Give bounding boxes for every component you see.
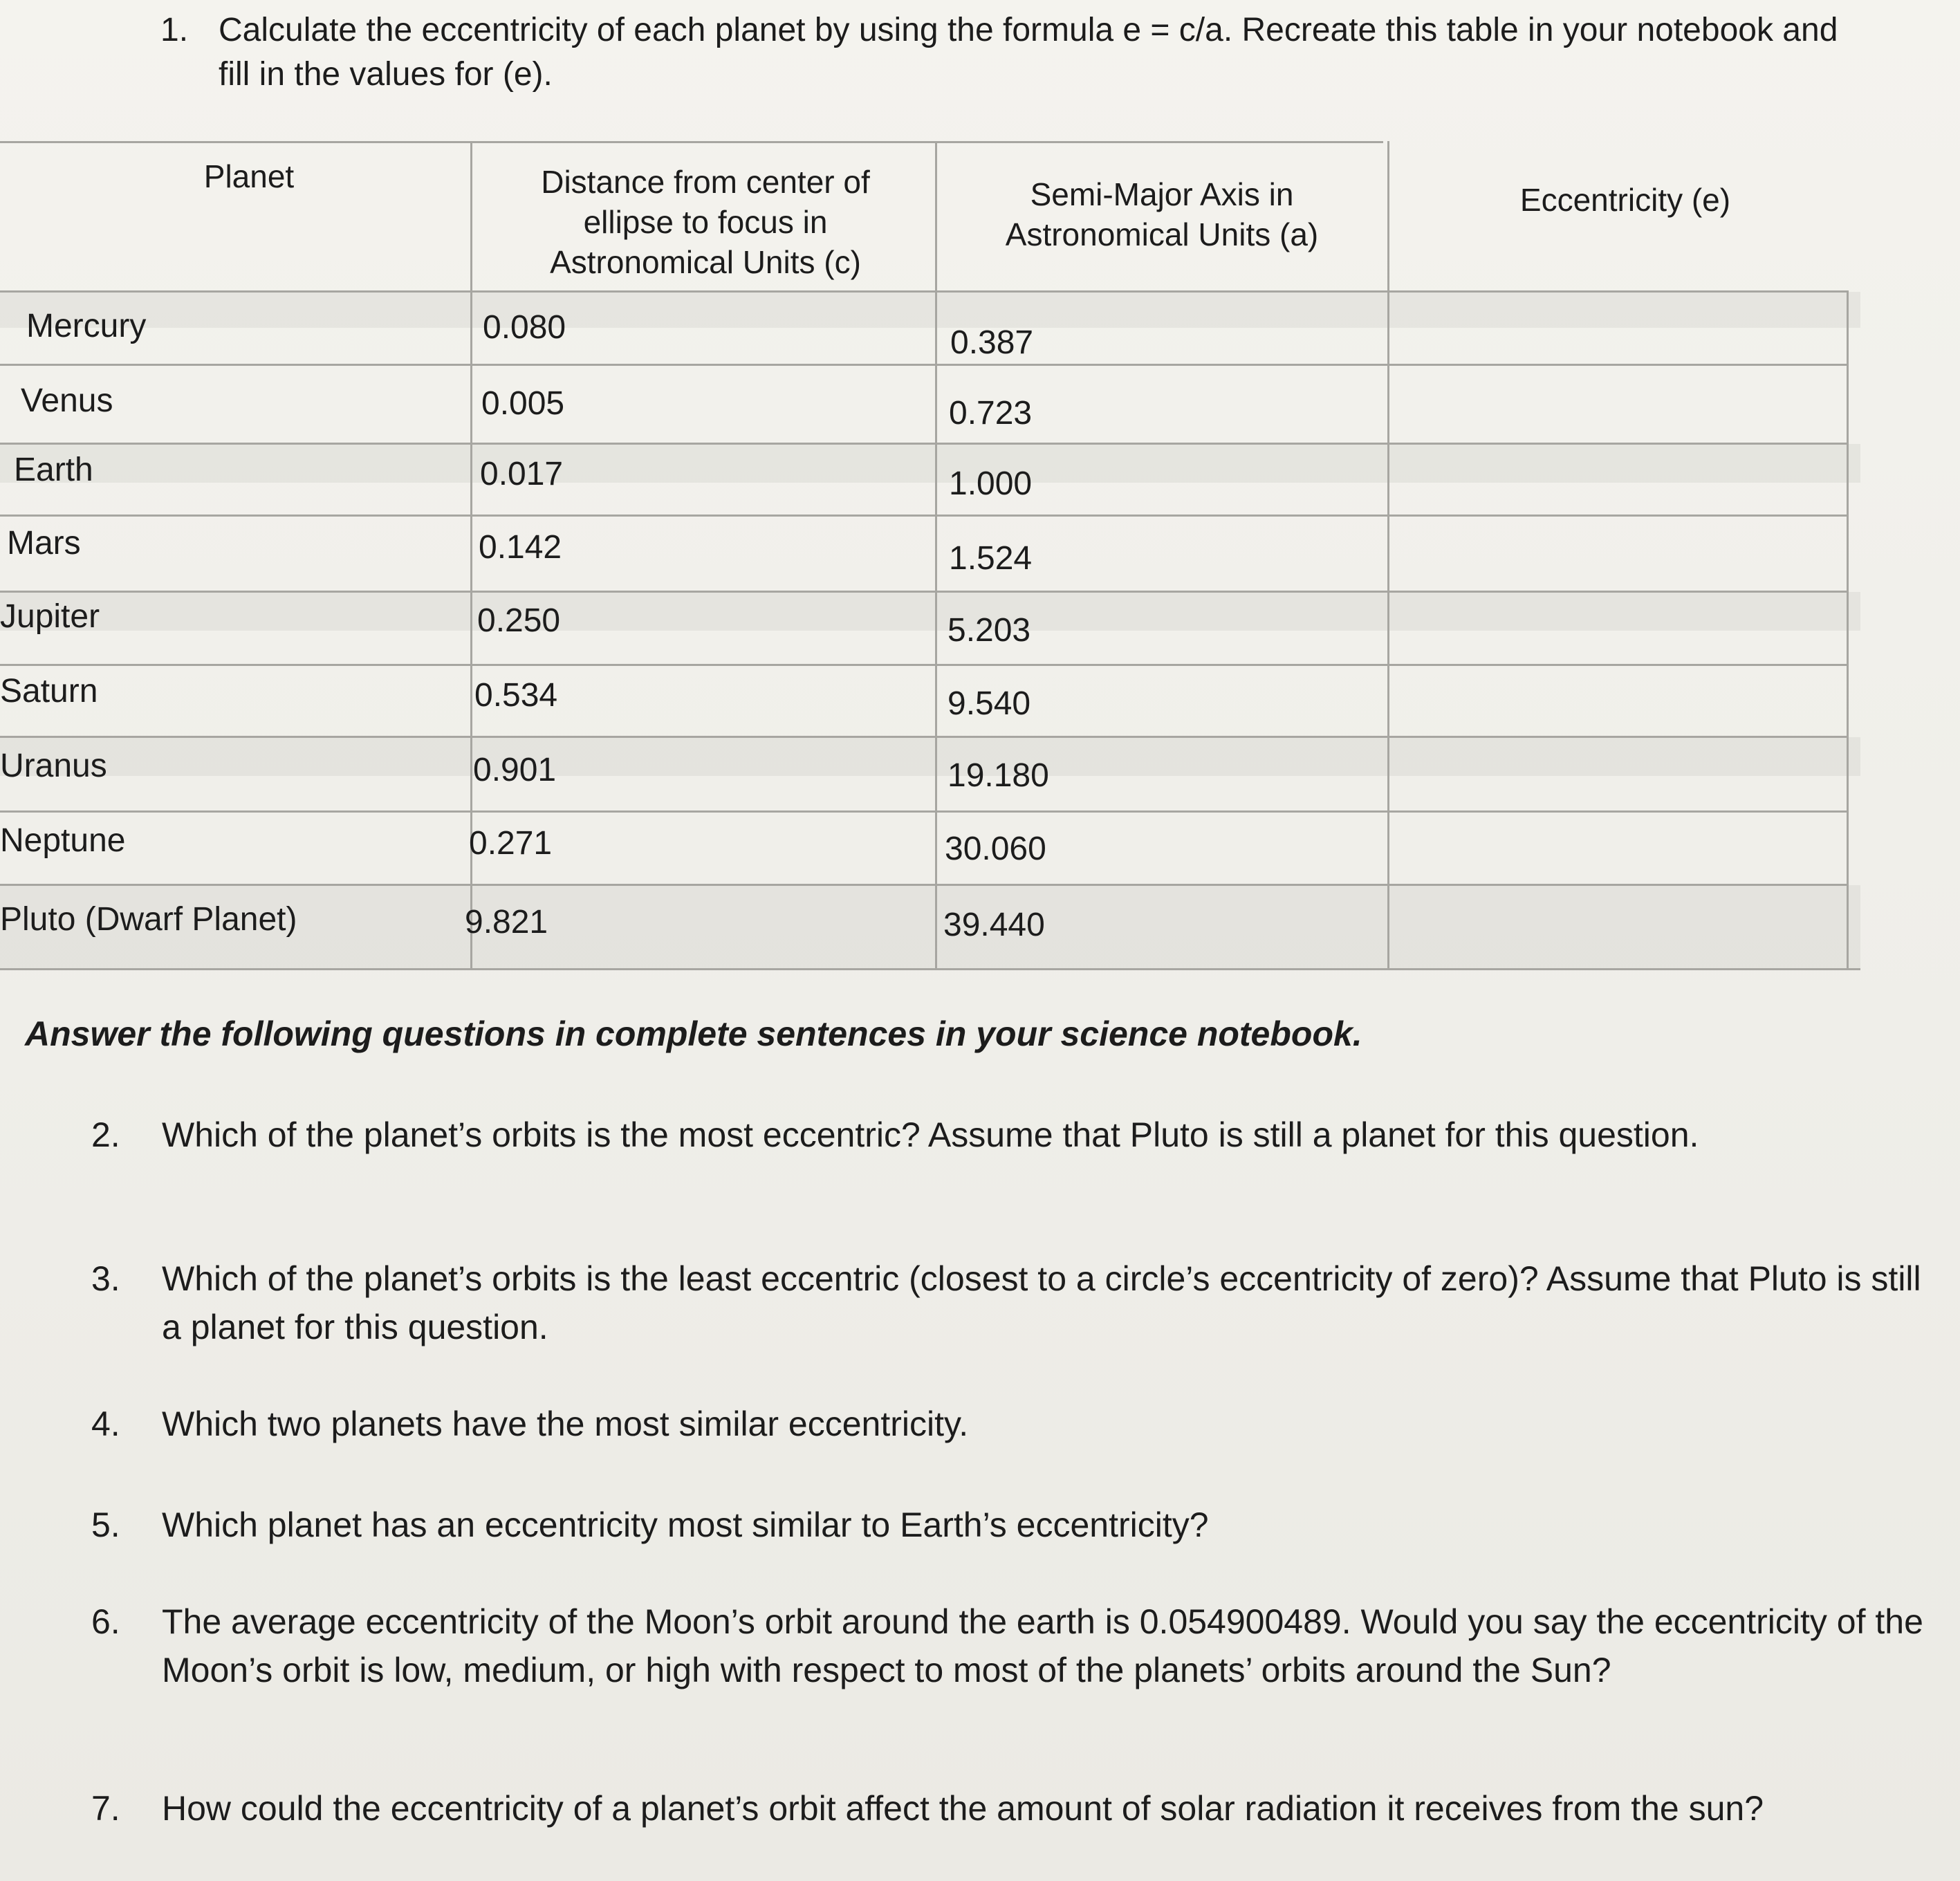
question-7 [91, 1784, 1931, 1833]
row-divider [0, 443, 1847, 445]
question-text: How could the eccentricity of a planet’s orbit affect the amount of solar radiation it receives from the sun? [162, 1789, 1764, 1828]
question-text: Which of the planet’s orbits is the most eccentric? Assume that Pluto is still a planet for this question. [162, 1115, 1699, 1154]
semi-major-value: 19.180 [947, 757, 1049, 794]
question-number: 7. [91, 1789, 120, 1828]
row-divider [0, 515, 1847, 517]
distance-value: 0.017 [480, 456, 564, 492]
semi-major-value: 5.203 [947, 612, 1031, 649]
semi-major-value: 9.540 [947, 685, 1031, 722]
row-divider [0, 364, 1847, 366]
row-divider [0, 810, 1847, 813]
row-divider [0, 290, 1847, 293]
row-divider [0, 884, 1847, 886]
question-text: The average eccentricity of the Moon’s orbit around the earth is 0.054900489. Would you say the eccentricity of the Moon’s orbit is low, medium, or high with respect to most of the planets’ orbits around the Sun? [162, 1602, 1923, 1689]
semi-major-value: 1.524 [949, 540, 1033, 577]
header-distance: Distance from center of ellipse to focus in Astronomical Units (c) [541, 164, 870, 280]
planet-name: Mercury [26, 308, 147, 344]
row-divider [0, 664, 1847, 666]
question-5 [91, 1501, 1931, 1549]
column-divider [935, 141, 937, 968]
semi-major-value: 0.387 [950, 324, 1034, 361]
distance-value: 0.005 [481, 385, 565, 422]
semi-major-value: 39.440 [943, 907, 1045, 943]
semi-major-value: 0.723 [949, 395, 1033, 432]
table-top-border [0, 141, 1383, 143]
planet-name: Saturn [0, 673, 98, 710]
row-shade [0, 444, 1860, 483]
question-number: 4. [91, 1405, 120, 1443]
planet-name: Neptune [0, 822, 126, 859]
semi-major-value: 30.060 [945, 831, 1046, 867]
row-divider [0, 736, 1847, 738]
distance-value: 0.142 [479, 529, 562, 566]
planet-name: Pluto (Dwarf Planet) [0, 901, 297, 938]
header-eccentricity: Eccentricity (e) [1519, 182, 1731, 218]
table-bottom-border [0, 968, 1860, 970]
planet-name: Jupiter [0, 598, 100, 635]
header-semi-major-axis: Semi-Major Axis in Astronomical Units (a) [1005, 176, 1319, 252]
distance-value: 0.534 [474, 677, 558, 714]
distance-value: 0.080 [483, 309, 566, 346]
planet-name: Mars [7, 525, 81, 562]
question-6 [91, 1597, 1931, 1694]
question-text: Which two planets have the most similar eccentricity. [162, 1405, 969, 1443]
question-number: 5. [91, 1505, 120, 1544]
question-text: Which of the planet’s orbits is the least eccentric (closest to a circle’s eccentricity of zero)? Assume that Pluto is still a planet for this question. [162, 1259, 1921, 1346]
question-number: 2. [91, 1115, 120, 1154]
row-shade [0, 737, 1860, 776]
eccentricity-table [0, 141, 1860, 971]
question-text: Calculate the eccentricity of each planet by using the formula e = c/a. Recreate this table in your notebook and fill in the values for (e). [219, 12, 1838, 93]
instructions: Answer the following questions in complete sentences in your science notebook. [25, 1014, 1362, 1053]
distance-value: 0.250 [477, 602, 561, 639]
row-divider [0, 591, 1847, 593]
question-text: Which planet has an eccentricity most similar to Earth’s eccentricity? [162, 1505, 1209, 1544]
distance-value: 0.901 [473, 752, 557, 788]
row-shade [0, 592, 1860, 631]
column-divider [1387, 141, 1389, 968]
header-planet: Planet [203, 158, 295, 194]
planet-name: Uranus [0, 748, 107, 784]
semi-major-value: 1.000 [949, 465, 1033, 502]
planet-name: Earth [14, 452, 93, 488]
question-number: 3. [91, 1259, 120, 1298]
distance-value: 0.271 [469, 825, 553, 862]
distance-value: 9.821 [465, 904, 548, 940]
question-4 [91, 1400, 1931, 1448]
question-2 [91, 1111, 1931, 1159]
question-3 [91, 1254, 1931, 1351]
question-number: 6. [91, 1602, 120, 1641]
planet-name: Venus [21, 382, 113, 419]
column-divider [1847, 290, 1849, 968]
row-shade [0, 292, 1860, 328]
question-1 [160, 8, 1876, 97]
question-number: 1. [160, 12, 189, 48]
